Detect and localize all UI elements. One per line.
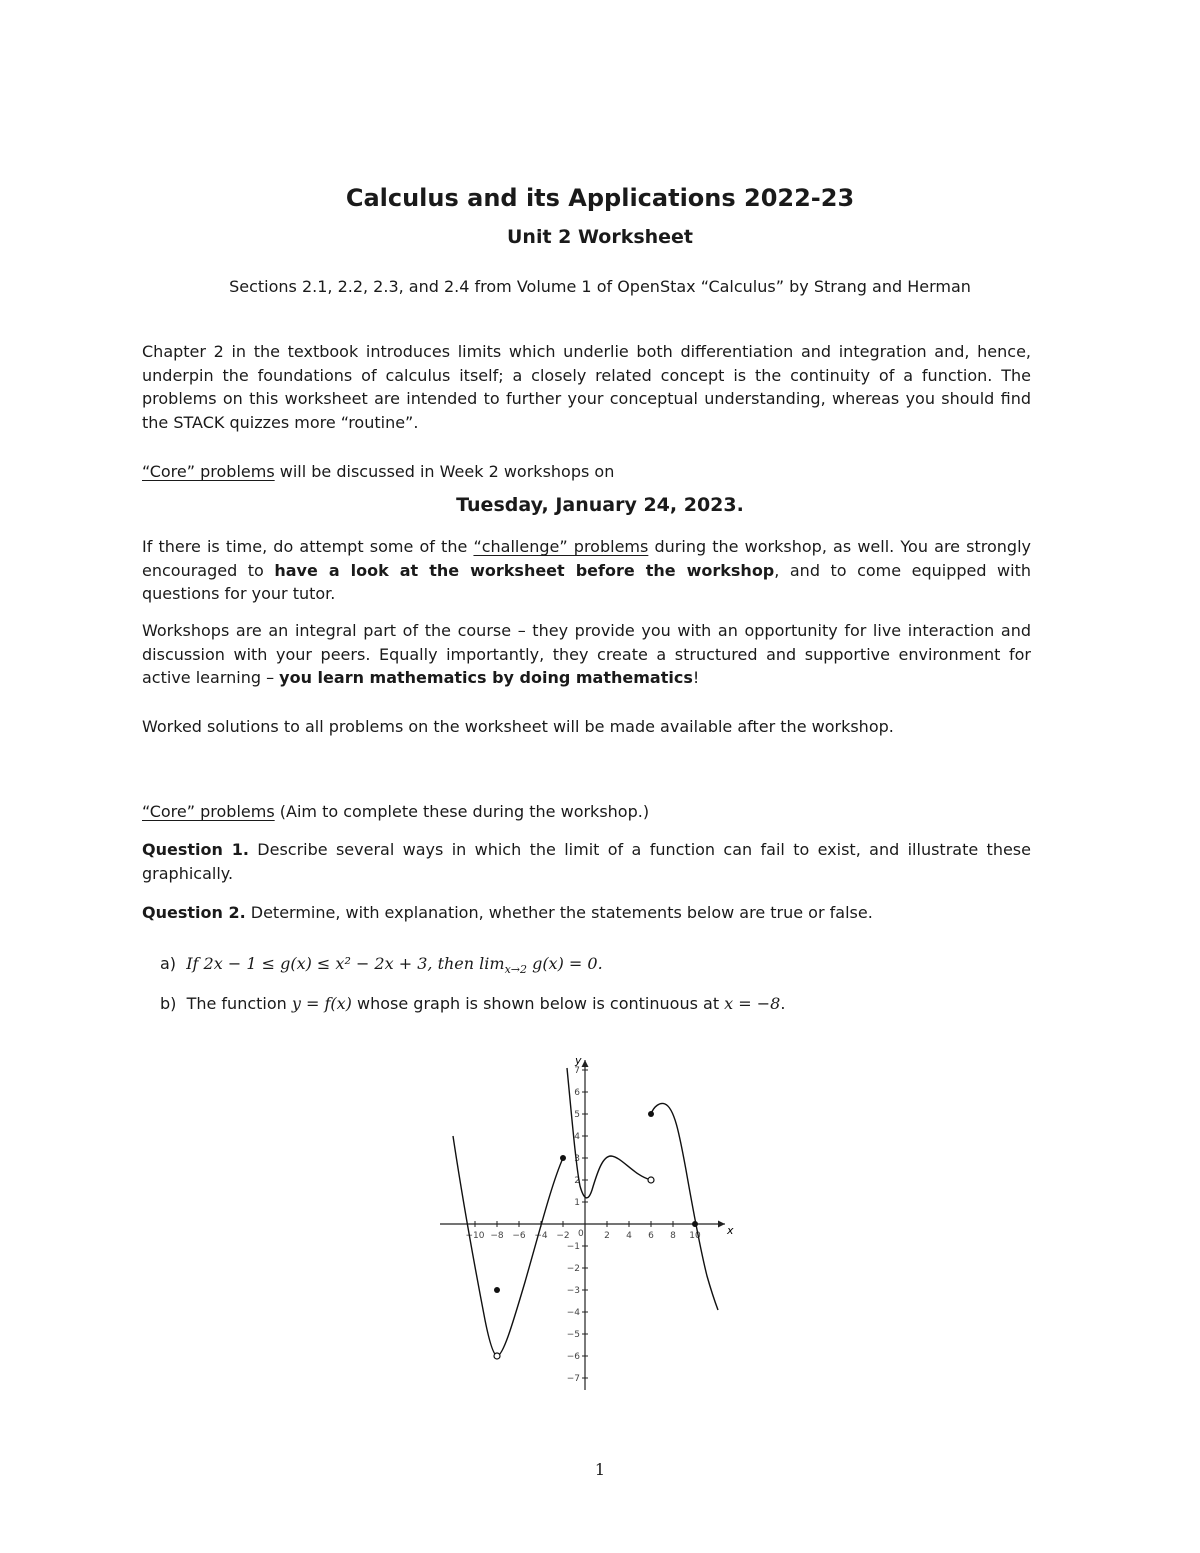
- question-2a-end: g(x) = 0.: [526, 954, 603, 973]
- challenge-text-1: If there is time, do attempt some of the: [142, 537, 474, 556]
- y-tick-label: 3: [574, 1154, 580, 1164]
- question-2b-math-1: y = f(x): [291, 994, 352, 1013]
- workshops-bold-text: you learn mathematics by doing mathematics: [279, 668, 693, 687]
- x-tick-label: 6: [648, 1231, 654, 1241]
- question-2b-text-3: .: [780, 994, 786, 1013]
- y-tick-label: −4: [566, 1308, 580, 1318]
- question-2b-label: b): [160, 994, 177, 1013]
- open-point: [648, 1177, 654, 1183]
- y-axis-arrow-icon: [582, 1060, 589, 1067]
- workshop-date: Tuesday, January 24, 2023.: [456, 494, 744, 516]
- x-tick-label: 4: [626, 1231, 632, 1241]
- origin-label: 0: [578, 1229, 584, 1239]
- core-heading: [142, 800, 1031, 824]
- question-2a: [160, 954, 603, 976]
- x-tick-label: −10: [465, 1231, 485, 1241]
- question-2b-text-1: The function: [186, 994, 292, 1013]
- y-tick-label: 7: [574, 1066, 580, 1076]
- question-2a-label: a): [160, 954, 177, 973]
- x-tick-label: −2: [556, 1231, 570, 1241]
- y-tick-label: −5: [566, 1330, 580, 1340]
- question-1-text: Describe several ways in which the limit of a function can fail to exist, and illustrate these graphically.: [142, 840, 1031, 883]
- filled-point: [648, 1111, 654, 1117]
- question-2: [142, 901, 1031, 925]
- y-tick-label: 6: [574, 1088, 580, 1098]
- intro-paragraph: Chapter 2 in the textbook introduces limits which underlie both differentiation and integration and, hence, underpin the foundations of calculus itself; a closely related concept is the continuity of a function. The problems on this worksheet are intended to further your conceptual understanding, whereas you should find the STACK quizzes more “routine”.: [142, 342, 1031, 432]
- question-2-text: Determine, with explanation, whether the statements below are true or false.: [245, 903, 873, 922]
- y-axis-label: y: [575, 1054, 582, 1067]
- y-tick-label: 2: [574, 1176, 580, 1186]
- core-problems-link[interactable]: “Core” problems: [142, 462, 275, 481]
- filled-point: [494, 1287, 500, 1293]
- challenge-text-3: , and to come equipped with questions for your tutor.: [142, 560, 1031, 603]
- y-tick-label: −6: [566, 1352, 580, 1362]
- x-tick-label: 2: [604, 1231, 610, 1241]
- core-heading-text: (Aim to complete these during the workshop.): [274, 802, 650, 821]
- challenge-text-2: during the workshop, as well. You are strongly encouraged to: [142, 537, 1031, 580]
- solutions-paragraph: Worked solutions to all problems on the worksheet will be made available after the workshop.: [142, 717, 894, 736]
- question-2b: [160, 994, 785, 1013]
- x-axis-label: x: [727, 1224, 734, 1237]
- x-tick-group: [466, 1221, 701, 1241]
- x-tick-label: −4: [534, 1231, 548, 1241]
- y-tick-group: [567, 1066, 588, 1384]
- question-1-label: Question 1.: [142, 840, 249, 859]
- filled-point: [692, 1221, 698, 1227]
- document-subtitle: Unit 2 Worksheet: [506, 226, 694, 248]
- question-2a-subscript: x→2: [504, 963, 527, 977]
- question-2b-math-2: x = −8: [724, 994, 781, 1013]
- y-tick-label: 4: [574, 1132, 580, 1142]
- question-2-label: Question 2.: [142, 903, 246, 922]
- y-tick-label: 1: [574, 1198, 580, 1208]
- core-heading-link[interactable]: “Core” problems: [142, 802, 275, 821]
- x-tick-label: −8: [490, 1231, 504, 1241]
- challenge-bold-text: have a look at the worksheet before the workshop: [274, 560, 775, 580]
- x-tick-label: 10: [689, 1231, 701, 1241]
- y-tick-label: −1: [566, 1242, 580, 1252]
- y-tick-label: 5: [574, 1110, 580, 1120]
- core-note-text: will be discussed in Week 2 workshops on: [274, 462, 615, 481]
- x-tick-label: −6: [512, 1231, 526, 1241]
- page-number: 1: [594, 1460, 606, 1479]
- question-1: [142, 838, 1031, 885]
- source-reference: Sections 2.1, 2.2, 2.3, and 2.4 from Volume 1 of OpenStax “Calculus” by Strang and Herman: [229, 277, 971, 296]
- y-tick-label: −3: [566, 1286, 580, 1296]
- challenge-problems-link[interactable]: “challenge” problems: [473, 537, 649, 556]
- workshops-paragraph: [142, 619, 1031, 690]
- open-point: [494, 1353, 500, 1359]
- y-tick-label: −2: [566, 1264, 580, 1274]
- document-title: Calculus and its Applications 2022-23: [345, 184, 855, 212]
- curve-right-piece: [651, 1103, 718, 1310]
- question-2b-text-2: whose graph is shown below is continuous at: [351, 994, 725, 1013]
- x-axis-arrow-icon: [718, 1221, 725, 1228]
- curve-middle-piece: [567, 1068, 651, 1198]
- challenge-paragraph: [142, 535, 1031, 606]
- curve-left-piece: [453, 1136, 563, 1356]
- core-note: [142, 460, 1031, 484]
- y-tick-label: −7: [566, 1374, 580, 1384]
- x-tick-label: 8: [670, 1231, 676, 1241]
- question-2a-math: If 2x − 1 ≤ g(x) ≤ x² − 2x + 3, then lim: [186, 954, 505, 973]
- workshops-text-2: !: [692, 668, 700, 687]
- workshops-text-1: Workshops are an integral part of the course – they provide you with an opportunity for live interaction and discussion with your peers. Equally importantly, they create a structured and supportive environment for active learning –: [142, 621, 1031, 687]
- filled-point: [560, 1155, 566, 1161]
